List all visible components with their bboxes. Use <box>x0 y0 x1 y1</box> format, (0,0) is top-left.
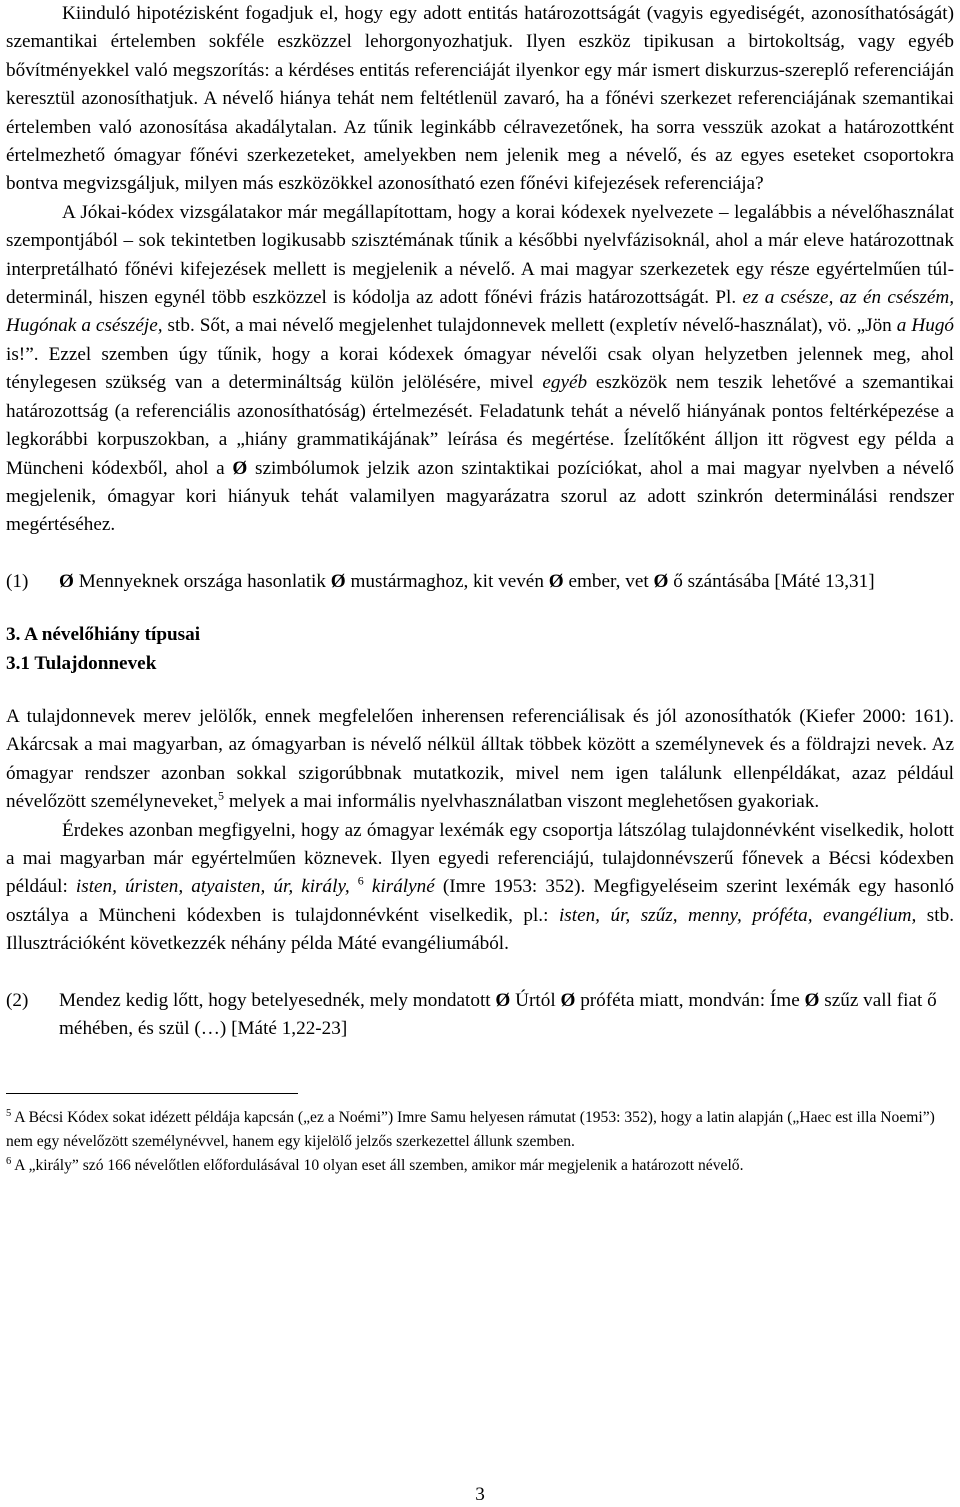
null-symbol: Ø <box>495 989 511 1011</box>
example-1 <box>6 568 954 596</box>
example-text: Mendez kedig lőtt, hogy betelyesednék, mely mondatott Ø Úrtól Ø próféta miatt, mondván: Íme Ø szűz vall fiat ő méhében, és szül (…) [Máté 1,22-23] <box>59 989 937 1039</box>
page-number: 3 <box>475 1484 485 1505</box>
example-2 <box>6 987 954 1044</box>
footnote-number: 6 <box>6 1155 12 1167</box>
example-phrase: a Hugó <box>896 315 955 337</box>
footnote-ref-5[interactable]: 5 <box>218 788 225 803</box>
subsection-heading: 3.1 Tulajdonnevek <box>6 652 157 674</box>
footnote-5: $^5$ A Bécsi Kódex sokat idézett példája kapcsán („ez a Noémi”) Imre Samu helyesen rámutat (1953: 352), hogy a latin alapján („Haec est illa Noemi”) nem egy névelőzött személynévvel, hanem egy kijelölő jelzős szerkezettel állunk szemben. <box>6 1108 935 1151</box>
example-number: (2) <box>6 989 29 1011</box>
null-symbol: Ø <box>232 457 248 479</box>
example-words: isten, úristen, atyaisten, úr, király, <box>75 876 350 898</box>
section-heading: 3. A névelőhiány típusai <box>6 624 201 646</box>
paragraph-lexemes: Érdekes azonban megfigyelni, hogy az ómagyar lexémák egy csoportja látszólag tulajdonnévként viselkedik, holott a mai magyarban már egyértelműen köznevek. Ilyen egyedi referenciájú, tulajdonnévszerű főnevek a Bécsi kódexben például: isten, úristen, atyaisten, úr, király, $^6$ királyné (Imre 1953: 352). Megfigyeléseim szerint lexémák egy hasonló osztálya a Müncheni kódexben is tulajdonnévként viselkedik, pl.: isten, úr, szűz, menny, próféta, evangélium, stb. Illusztrációként következzék néhány példa Máté evangéliumából. <box>6 819 954 955</box>
null-symbol: Ø <box>59 570 74 592</box>
body-text <box>6 0 954 1043</box>
null-symbol: Ø <box>804 989 820 1011</box>
emphasis: egyéb <box>542 372 588 394</box>
null-symbol: Ø <box>560 989 576 1011</box>
footnote-number: 5 <box>6 1108 12 1120</box>
footnote-ref-6[interactable]: 6 <box>357 873 364 888</box>
footnote-separator <box>6 1093 298 1094</box>
example-phrase: ez a csésze, az én csészém, Hugónak a csészéje, <box>6 287 954 337</box>
footnotes <box>6 1106 954 1177</box>
example-words: királyné <box>371 876 435 898</box>
paragraph-proper-names: A tulajdonnevek merev jelölők, ennek megfelelően inherensen referenciálisak és jól azonosíthatók (Kiefer 2000: 161). Akárcsak a mai magyarban, az ómagyarban is névelő nélkül álltak többek között a személynevek és a földrajzi nevek. Az ómagyar rendszer azonban sokkal szigorúbbnak mutatkozik, mivel nem igen találunk ellenpéldákat, azaz például névelőzött személyneveket,$^5$ melyek a mai informális nyelvhasználatban viszont meglehetősen gyakoriak. <box>6 705 954 813</box>
null-symbol: Ø <box>653 570 669 592</box>
null-symbol: Ø <box>330 570 346 592</box>
paragraph-hypothesis: Kiinduló hipotézisként fogadjuk el, hogy egy adott entitás határozottságát (vagyis egyediségét, azonosíthatóságát) szemantikai értelemben sokféle eszközzel lehorgonyozhatjuk. Ilyen eszköz tipikusan a birtokoltság, vagy egyéb bővítményekkel való megszorítás: a kérdéses entitás referenciáját ilyenkor egy már ismert diskurzus-szereplő referenciáján keresztül azonosíthatjuk. A névelő hiánya tehát nem feltétlenül zavaró, ha a főnévi szerkezet referenciájának szemantikai értelemben való azonosítása akadálytalan. Az tűnik leginkább célravezetőnek, ha sorra vesszük azokat a határozottként értelmezhető ómagyar főnévi szerkezeteket, amelyekben nem jelenik meg a névelő, és az egyes eseteket csoportokra bontva megvizsgáljuk, milyen más eszközökkel azonosítható ezen főnévi kifejezések referenciája? <box>6 3 954 195</box>
example-words: isten, úr, szűz, menny, próféta, evangélium, <box>558 904 917 926</box>
example-text: Ø Mennyeknek országa hasonlatik Ø mustármaghoz, kit vevén Ø ember, vet Ø ő szántásába [Máté 13,31] <box>59 570 875 592</box>
example-number: (1) <box>6 570 29 592</box>
paragraph-jokai-codex: A Jókai-kódex vizsgálatakor már megállapítottam, hogy a korai kódexek nyelvezete – legalábbis a névelőhasználat szempontjából – sok tekintetben logikusabb szisztémának tűnik a későbbi nyelvfázisoknál, ahol a már eleve határozottnak interpretálható főnévi kifejezések mellett is megjelenik a névelő. A mai magyar szerkezetek egy része egyértelműen túl-determinál, hiszen egynél több eszközzel is kódolja az adott főnévi frázis határozottságát. Pl. ez a csésze, az én csészém, Hugónak a csészéje, stb. Sőt, a mai névelő megjelenhet tulajdonnevek mellett (expletív névelő-használat), vö. „Jön a Hugó is!”. Ezzel szemben úgy tűnik, hogy a korai kódexek ómagyar névelői csak olyan helyzetben jelennek meg, ahol ténylegesen szükség van a determináltság külön jelölésére, mivel egyéb eszközök nem teszik lehetővé a szemantikai határozottság (a referenciális azonosíthatóság) értelmezését. Feladatunk tehát a névelő hiányának pontos feltérképezése a legkorábbi korpuszokban, a „hiány grammatikájának” leírása és megértése. Ízelítőként álljon itt rögvest egy példa a Müncheni kódexből, ahol a Ø szimbólumok jelzik azon szintaktikai pozíciókat, ahol a mai magyar nyelvben a névelő megjelenik, ómagyar kori hiányuk tehát valamilyen magyarázatra szorul az adott szinkrón determinálási rendszer megértéséhez. <box>6 201 955 536</box>
null-symbol: Ø <box>548 570 564 592</box>
footnote-6: $^6$ A „király” szó 166 névelőtlen előfordulásával 10 olyan eset áll szemben, amikor már megjelenik a határozott névelő. <box>6 1155 744 1174</box>
